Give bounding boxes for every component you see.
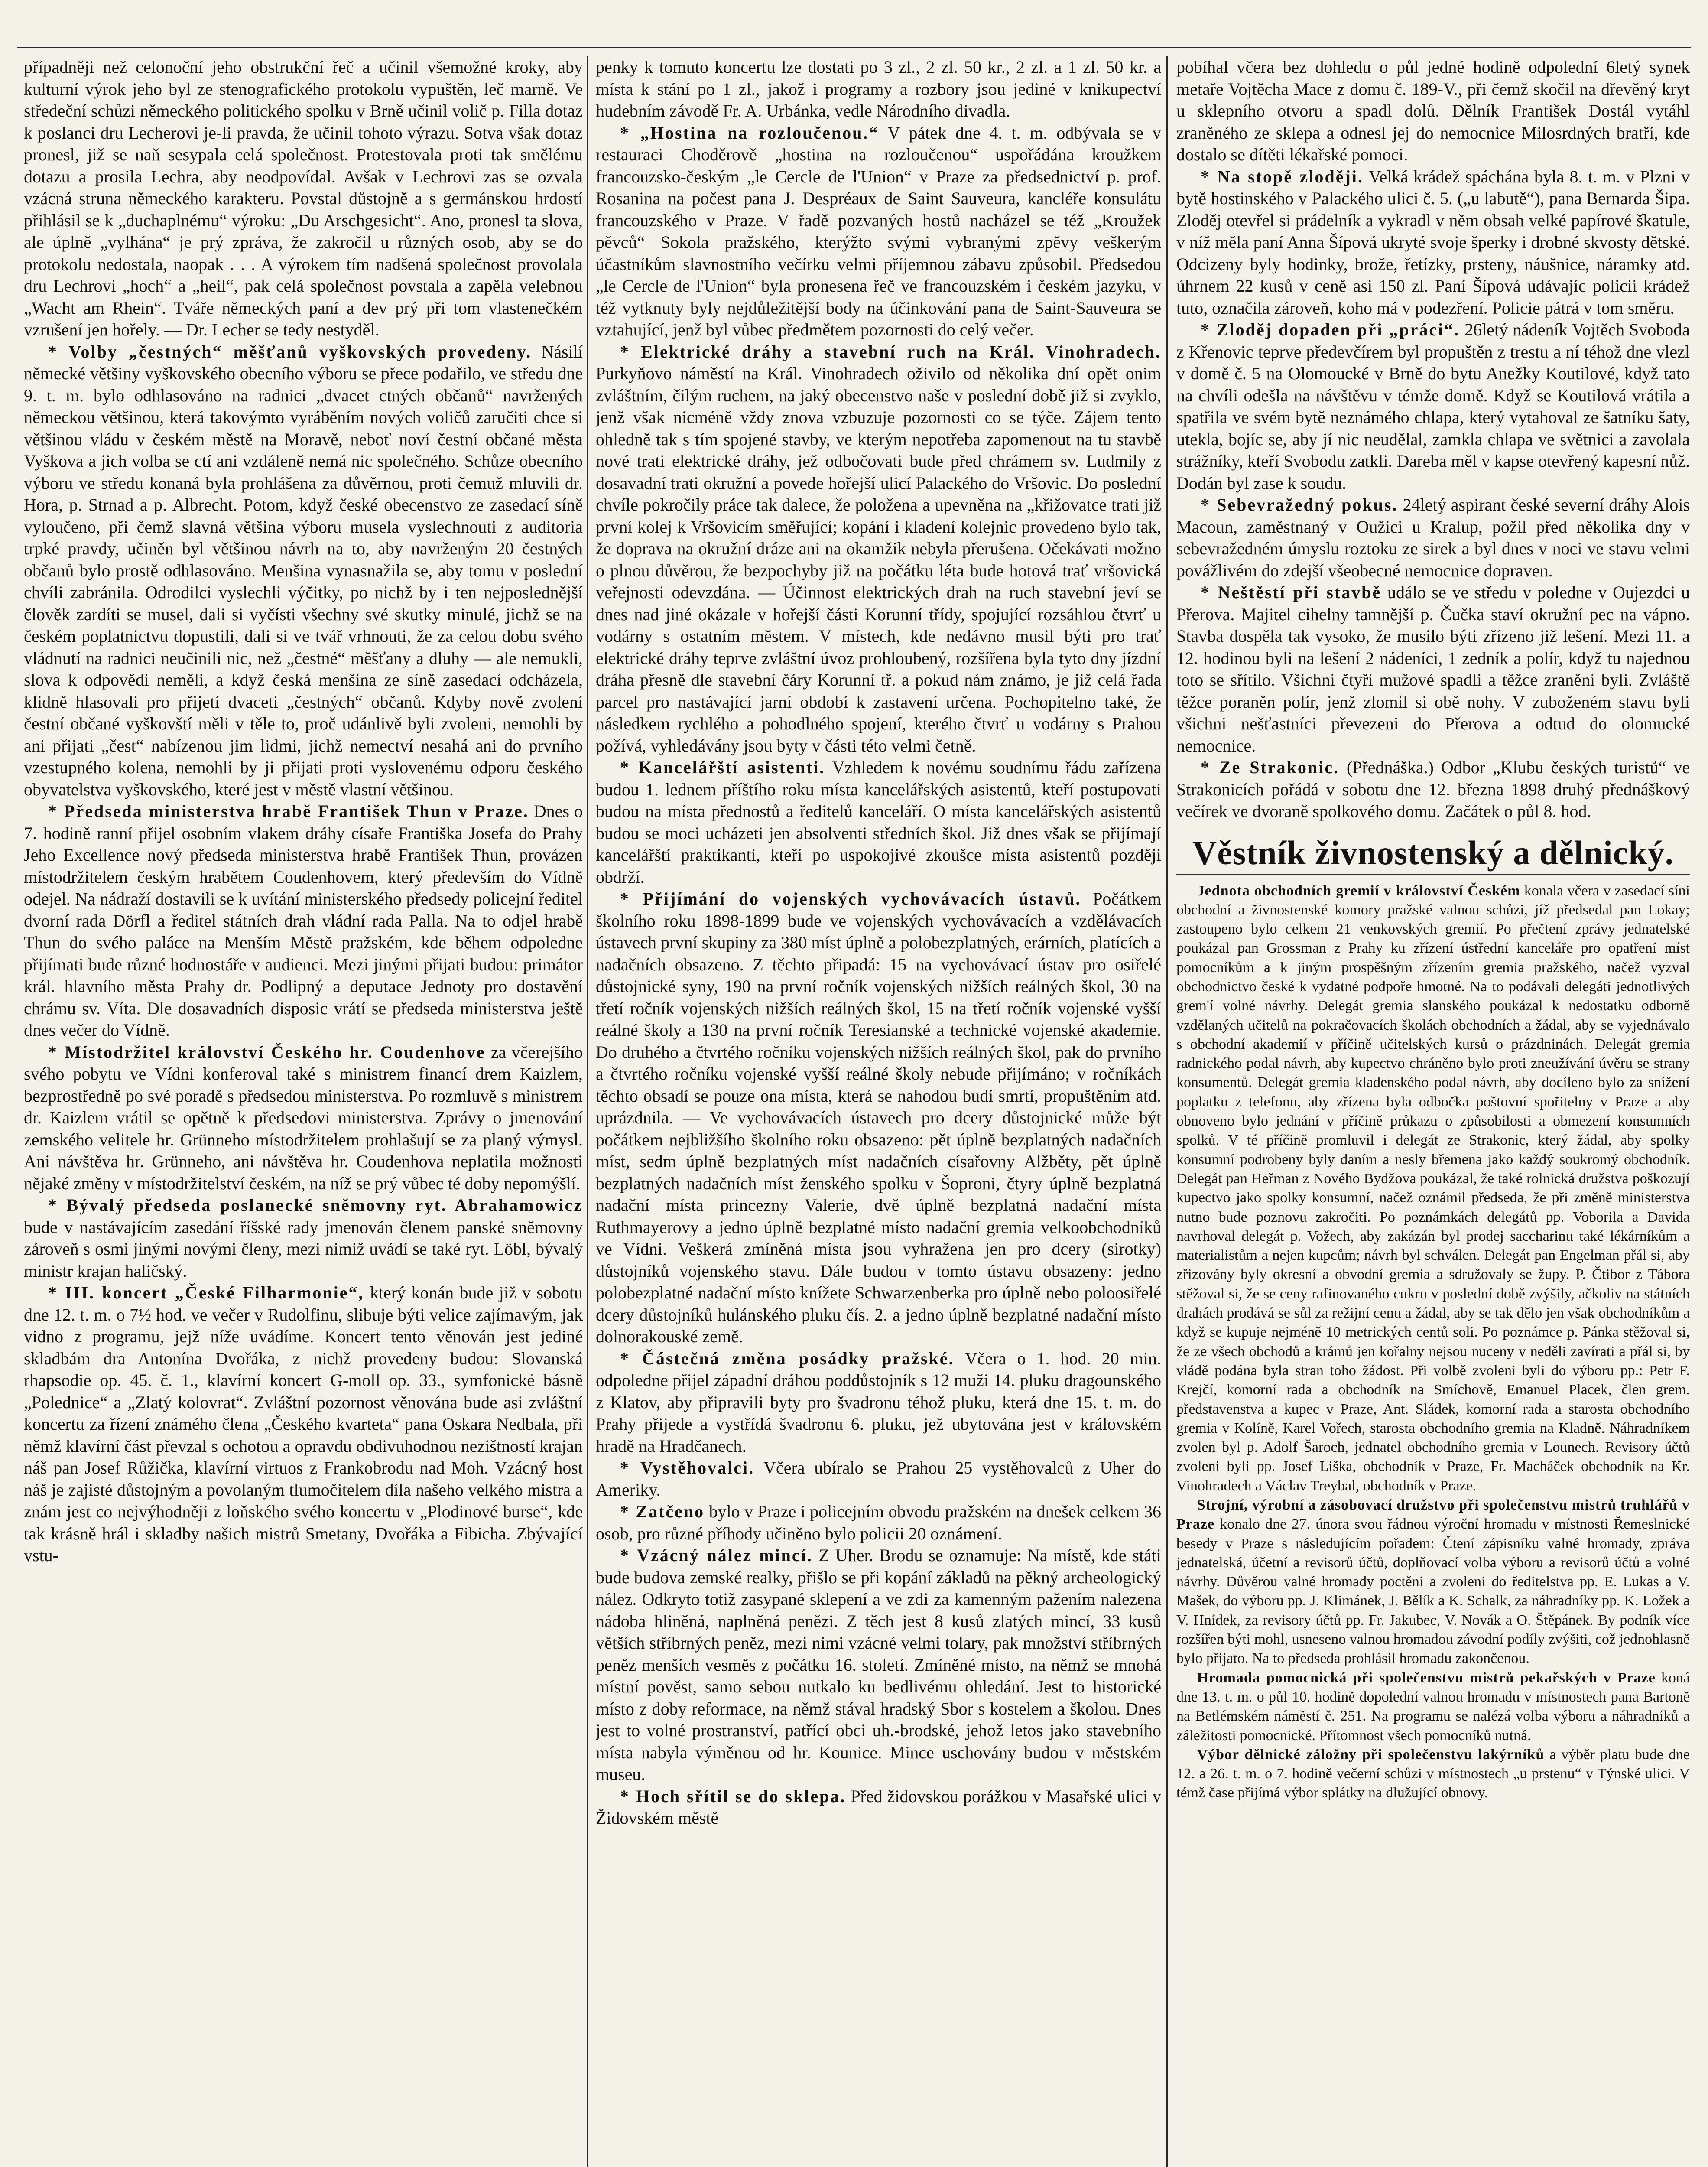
article-paragraph [596,122,1161,341]
article-body: bylo v Praze i policejním obvodu pražském na dnešek celkem 36 osob, pro různé příhody učiněno bylo policii 20 oznámení. [596,1502,1161,1543]
article-headline: * III. koncert „České Filharmonie“, [48,1283,364,1302]
column-right [1176,56,1690,2167]
article-body: konalo dne 27. února svou řádnou výroční hromadu v místnosti Řemeslnické besedy v Praze s následujícím pořadem: Čtení zápisníku valné hromady, zpráva jednatelská, účetní a revisorů účtů, doplňovací volba výboru a revisorů účtů a volné návrhy. Důvěrou valné hromady poctěni a zvoleni do ředitelstva pp. E. Lukas a V. Mašek, do výboru pp. J. Klimánek, J. Bělík a K. Schalk, za náhradníky pp. K. Ložek a V. Hnídek, za revisory účtů pp. Fr. Jakubec, V. Novák a O. Štěpánek. By podník více rozšířen býti mohl, usneseno valnou hromadou závodní podíly zvýšiti, což jednohlasně bylo přijato. Na to předseda prohlásil hromadu zakončenou. [1176,1516,1690,1667]
article-paragraph [1176,166,1690,319]
article-paragraph [596,56,1161,122]
article-paragraph [596,757,1161,888]
trade-notices [1176,882,1690,1803]
article-paragraph [596,1457,1161,1501]
article-headline: * Vzácný nález mincí. [620,1546,813,1565]
article-headline: Hromada pomocnická při společenstvu mistrů pekařských v Praze [1197,1669,1656,1686]
article-body: Před židovskou porážkou v Masařské ulici v Židovském městě [596,1786,1161,1828]
article-headline: * Kancelářští asistenti. [620,758,825,777]
article-paragraph [1176,757,1690,823]
article-paragraph [1176,56,1690,166]
article-body: penky k tomuto koncertu lze dostati po 3 zl., 2 zl. 50 kr., 2 zl. a 1 zl. 50 kr. a místa k stání po 1 zl., jakož i programy a rozbory jsou jediné v knikupectví hudebním závodě Fr. A. Urbánka, vedle Národního divadla. [596,57,1161,120]
article-headline: * Zloděj dopaden při „práci“. [1201,320,1460,339]
article-paragraph [596,341,1161,757]
article-paragraph [596,1348,1161,1458]
article-paragraph [1176,319,1690,494]
article-paragraph [596,1501,1161,1545]
news-items [1176,56,1690,823]
article-body: za včerejšího svého pobytu ve Vídni konferoval také s ministrem financí drem Kaizlem, bezprostředně po své poradě s předsedou ministerstva. Po rozmluvě s ministrem dr. Kaizlem vrátil se opětně k předsedovi ministerstva. Zprávy o jmenování zemského velitele hr. Grünneho místodržitelem prohlašují se za planý výmysl. Ani návštěva hr. Grünneho, ani návštěva hr. Coudenhova neplatila možnosti nějaké změny v místodržitelství českém, na níž se prý vůbec té doby nepomýšlí. [24,1042,583,1193]
article-paragraph [24,800,583,1041]
article-body: Počátkem školního roku 1898-1899 bude ve vojenských vychovávacích a vzdělávacích ústavech první skupiny za 380 míst úplně a polobezplatných, erárních, platících a nadačních obsazeno. Z těchto připadá: 15 na vychovávací ústav pro osiřelé důstojnické syny, 190 na první ročník vojenských nižších reálných škol, 30 na třetí ročník vojenských nižších reálných škol, 15 na třetí ročník vojenské vyšší reálné školy a 130 na první ročník Teresianské a technické vojenské akademie. Do druhého a čtvrtého ročníku vojenských nižších reálných škol, pak do prvního a čtvrtého ročníku vojenské vyšší reálné školy nebude přijímáno; v ročníkách těchto obsadí se pouze ona místa, která se nahodou budí smrtí, propuštěním atd. uprázdnila. — Ve vychovávacích ústavech pro dcery důstojnické může být počátkem nejbližšího školního roku obsazeno: pět úplně bezplatných nadačních míst, sedm úplně bezplatných míst nadačních císařovny Alžběty, pět úplně bezplatných nadačních míst ženského spolku v Šoproni, čtyry úplně bezplatná nadační místa princezny Valerie, dvě úplně bezplatná nadační místa Ruthmayerovy a jedno úplně bezplatné místo nadační gremia velkoobchodníků ve Vídni. Veškerá zmíněná místa jsou vyhražena jen pro dcery (sirotky) důstojníků vojenského stavu. Dále budou v tomto ústavu obsazeny: jedno polobezplatné nadační místo knížete Schwarzenberka pro úplně nebo poloosiřelé dcery důstojníků hulánského pluku čís. 2. a jedno úplně bezplatné nadační místo dolnorakouské země. [596,889,1161,1346]
article-body: V pátek dne 4. t. m. odbývala se v restauraci Choděrově „hostina na rozloučenou“ uspořádána kroužkem francouzsko-českým „le Cercle de l'Union“ v Praze za předsednictví p. prof. Rosanina na počest pana J. Despréaux de Saint Sauveura, kancléře konsulátu francouzského v Praze. V řadě pozvaných hostů nacházel se též „Kroužek pěvců“ Sokola pražského, kterýžto svými vybranými zpěvy veškerým účastníkům slavnostního večírku velmi příjemnou zábavu způsobil. Předsedou „le Cercle de l'Union“ byla pronesena řeč ve francouzském i českém jazyku, v též vytknuty byly nejdůležitější body na účinkování pana de Saint-Sauveura se vztahující, jenž byl vůbec předmětem pozornosti do celý večer. [596,123,1161,339]
article-paragraph [1176,582,1690,757]
article-paragraph [596,1786,1161,1829]
article-body: Dnes o 7. hodině ranní přijel osobním vlakem dráhy císaře Františka Josefa do Prahy Jeho Excellence nový předseda ministerstva hrabě František Thun, provázen místodržitelem českým hrabětem Coudenhovem, který především do Vídně odejel. Na nádraží dostavili se k uvítání ministerského předsedy policejní ředitel dvorní rada Dörfl a ředitel státních drah vládní rada Palla. Na to odjel hrabě Thun do svého paláce na Menším Městě pražském, kde během odpoledne přijímati bude různé hodnostáře v audienci. Mezi jinými přijati budou: primátor král. hlavního města Prahy dr. Podlipný a deputace Jednoty pro dostavění chrámu sv. Víta. Dle dosavadních disposic vrátí se předseda ministerstva ještě dnes večer do Vídně. [24,801,583,1040]
article-body: a výběr platu bude dne 12. a 26. t. m. o 7. hodině večerní schůzi v místnostech „u prstenu“ v Týnské ulici. V témž čase přijímá výbor splátky na dlužující obnovy. [1176,1746,1690,1801]
article-body: Včera o 1. hod. 20 min. odpoledne přijel západní dráhou poddůstojník s 12 muži 14. pluku dragounského z Klatov, aby připravili byty pro švadronu téhož pluku, která dne 15. t. m. do Prahy přijede a vystřídá švadronu 6. pluku, jež ubytována jest v královském hradě na Hradčanech. [596,1348,1161,1456]
article-body: Z Uher. Brodu se oznamuje: Na místě, kde státi bude budova zemské realky, přišlo se při kopání základů na pěkný archeologický nález. Odkryto totiž zasypané sklepení a ve zdi za kamenným pažením nalezena nádoba hliněná, naplněná penězi. Z těch jest 8 kusů zlatých mincí, 33 kusů větších stříbrných peněz, mezi nimi vzácné velmi tolary, pak množství stříbrných peněz menších vesměs z počátku 16. století. Zmíněné místo, na němž se mnohá místní pověst, samo sebou nutkalo ku bedlivému ohledání. Jest to historické místo z doby reformace, na němž stával hradský Sbor s kostelem a školou. Dnes jest to volné prostranství, patřící obci uh.-brodské, jehož letos jako stavebního místa nabyla výměnou od hr. Kounice. Mince uschovány budou v městském museu. [596,1546,1161,1784]
article-body: událo se ve středu v poledne v Oujezdci u Přerova. Majitel cihelny tamnější p. Čučka staví okružní pec na vápno. Stavba dospěla tak vysoko, že musilo býti zřízeno již lešení. Mezi 11. a 12. hodinou byli na lešení 2 nádeníci, 1 zedník a polír, když tu najednou toto se sřítilo. Všichni čtyři mužové spadli a těžce zraněni byli. Zvláště těžce poraněn polír, jenž zlomil si obě nohy. V zuboženém stavu byli všichni nešťastníci převezeni do Přerova a odtud do olomucké nemocnice. [1176,582,1690,755]
article-paragraph [24,341,583,801]
article-headline: * „Hostina na rozloučenou.“ [620,123,879,143]
article-headline: * Přijímání do vojenských vychovávacích ústavů. [620,889,1081,908]
article-body: 24letý aspirant české severní dráhy Alois Macoun, zaměstnaný v Oužici u Kralup, požil před několika dny v sebevražedném úmyslu roztoku ze sirek a byl dnes v noci ve stavu velmi povážlivém do zdejší všeobecné nemocnice dopraven. [1176,495,1690,580]
column-middle [596,56,1161,2167]
article-paragraph [24,1282,583,1567]
column-rule-right [1166,56,1168,2167]
notice-paragraph [1176,882,1690,1496]
article-paragraph [596,1545,1161,1786]
article-body: Včera ubíralo se Prahou 25 vystěhovalců z Uher do Ameriky. [596,1458,1161,1500]
top-rule [17,47,1691,48]
article-paragraph [24,1194,583,1282]
section-title: Věstník živnostenský a dělnický. [1176,832,1690,875]
column-left [24,56,583,2167]
article-body: bude v nastávajícím zasedání říšské rady jmenován členem panské sněmovny zároveň s osmi jinými novými členy, mezi nimiž uvádí se také ryt. Löbl, bývalý ministr krajan haličský. [24,1217,583,1281]
article-paragraph [596,888,1161,1348]
article-body: který konán bude již v sobotu dne 12. t. m. o 7½ hod. ve večer v Rudolfinu, slibuje býti velice zajímavým, jak vidno z programu, jejž níže uvádíme. Koncert tento věnován jest jediné skladbám dra Antonína Dvořáka, z nichž provedeny budou: Slovanská rhapsodie op. 45. č. 1., klavírní koncert G-moll op. 33., symfonické básně „Polednice“ a „Zlatý kolovrat“. Zvláštní pozornost věnována bude asi zvláštní koncertu za řízení známého člena „Českého kvarteta“ pana Oskara Nedbala, při němž klavírní část převzal s ochotou a opravdu obdivuhodnou nezištností krajan náš pan Josef Růžička, klavírní virtuos z Frankobrodu nad Moh. Vzácný host náš je zajisté důstojným a povolaným tlumočitelem díla našeho velkého mistra a znám jest co nejvýhodněji z loňského svého koncertu v „Plodinové burse“, kde tak krásně hrál i skladby našich mistrů Smetany, Dvořáka a Fibicha. Zbývající vstu- [24,1283,583,1565]
article-headline: * Místodržitel království Českého hr. Coudenhove [48,1042,486,1062]
article-body: koná dne 13. t. m. o půl 10. hodině dopolední valnou hromadu v místnostech pana Bartoně na Betlémském náměstí č. 251. Na programu se nalézá volba výboru a náhradníků a záležitosti pomocnické. Přítomnost všech pomocníků nutná. [1176,1669,1690,1744]
article-headline: Strojní, výrobní a zásobovací družstvo při společenstvu mistrů truhlářů v Praze [1176,1497,1690,1533]
article-headline: * Volby „čestných“ měšťanů vyškovských provedeny. [48,342,532,361]
article-body: (Přednáška.) Odbor „Klubu českých turistů“ ve Strakonicích pořádá v sobotu dne 12. března 1898 druhý přednáškový večírek ve dvoraně spolkového domu. Začátek o půl 8. hod. [1176,758,1690,821]
article-body: Vzhledem k novému soudnímu řádu zařízena budou 1. lednem příštího roku místa kancelářských asistentů, kteří postupovati budou na místa přednostů a ředitelů kanceláří. O místa kancelářských asistentů budou se moci ucházeti jen absolventi středních škol. Již dnes však se přijímají kancelářští praktikanti, kteří po uspokojivé zkoušce místa asistentů později obdrží. [596,758,1161,887]
article-headline: * Elektrické dráhy a stavební ruch na Král. Vinohradech. [620,342,1161,361]
article-paragraph [24,1041,583,1195]
article-body: 26letý nádeník Vojtěch Svoboda z Křenovic teprve předevčírem byl propuštěn z trestu a ní téhož dne vlezl v domě č. 5 na Olomoucké v Brně do bytu Anežky Koutilové, když tato na chvíli odešla na návštěvu v témže domě. Když se Koutilová vrátila a spatřila ve svém bytě neznámého chlapa, který vytahoval ze šatníku šaty, utekla, bojíc se, aby jí nic neudělal, zamkla chlapa ve světnici a zavolala strážníky, kteří Svobodu zatkli. Dareba měl v kapse otevřený kapesní nůž. Dodán byl zase k soudu. [1176,320,1690,493]
article-headline: * Vystěhovalci. [620,1458,755,1477]
article-headline: * Na stopě zloději. [1201,166,1364,186]
notice-paragraph [1176,1496,1690,1669]
article-headline: * Hoch sřítil se do sklepa. [620,1786,846,1806]
notice-paragraph [1176,1669,1690,1745]
article-headline: * Zatčeno [620,1502,705,1521]
article-headline: * Částečná změna posádky pražské. [620,1348,955,1368]
article-headline: Výbor dělnické záložny při společenstvu lakýrníků [1197,1746,1545,1763]
article-paragraph [1176,494,1690,582]
article-headline: Jednota obchodních gremií v království Českém [1197,882,1520,899]
article-paragraph [24,56,583,341]
article-body: Purkyňovo náměstí na Král. Vinohradech oživilo od několika dní opět onim zvláštním, čilým ruchem, na jaký obecenstvo naše v poslední době již si zvyklo, jenž však nicméně vždy znova vzbuzuje pozornosti co se týče. Zájem tento ohledně tak s tím spojené stavby, ve kterým nepotřeba zapomenout na tu stavbě nové trati elektrické dráhy, jež odbočovati bude před chrámem sv. Ludmily z dosavadní trati okružní a povede hořejší ulicí Palackého do Vršovic. Do poslední chvíle pokročily práce tak dalece, že položena a upevněna na „křižovatce trati již první kolej k Vršovicím směřující; kopání i kladení kolejnic provedeno bylo tak, že doprava na okružní dráze ani na okamžik nebyla přerušena. Očekávati možno o plnou důvěrou, že bezpochyby již na počátku léta bude hotová trať vršovická veřejnosti odevzdána. — Účinnost elektrických drah na ruch stavební jeví se dnes nad jiné okázale v hořejší části Korunní třídy, spojující rozsáhlou čtvrť u vodárny s ostatním městem. V místech, kde nedávno musil býti pro trať elektrické dráhy teprve zvláštní úvoz prohloubený, rozšířena byla tyto dny jízdní dráha přesně dle stavební čáry Korunní tř. a pokud nám známo, je již celá řada parcel pro nastávající jarní období k zastavení určena. Pochopitelno také, že následkem rychlého a pohodlného spojení, kterého čtvrť u vodárny s Prahou požívá, vyhledávány jsou byty v části této velmi četně. [596,364,1161,755]
article-body: pobíhal včera bez dohledu o půl jedné hodině odpolední 6letý synek metaře Vojtěcha Mace z domu č. 189-V., při čemž skočil na dřevěný kryt u sklepního otvoru a spadl dolů. Dělník František Dostál vytáhl zraněného ze sklepa a odnesl jej do nemocnice Milosrdných bratří, kde dostalo se dítěti lékařské pomoci. [1176,57,1690,164]
article-headline: * Předseda ministerstva hrabě František Thun v Praze. [48,801,529,821]
article-body: Velká krádež spáchána byla 8. t. m. v Plzni v bytě hostinského v Palackého ulici č. 5. („u labutě“), pana Bernarda Šipa. Zloděj otevřel si prádelník a vykradl v něm obsah velké papírové škatule, v níž měla paní Anna Šípová ukryté svoje šperky i drobné skvosty dětské. Odcizeny byly hodinky, brože, řetízky, prsteny, náušnice, náramky atd. úhrnem 22 kusů v ceně asi 150 zl. Paní Šípová udávajíc policii krádež tuto, označila zároveň, koho má v podezření. Policie pátrá v tom směru. [1176,166,1690,318]
article-headline: * Bývalý předseda poslanecké sněmovny ryt. Abrahamowicz [48,1195,583,1215]
article-body: případněji než celonoční jeho obstrukční řeč a učinil všemožné kroky, aby kulturní výrok jeho byl ze stenografického protokolu vypuštěn, leč marně. Ve středeční schůzi německého politického spolku v Brně učinil volič p. Filla dotaz k poslanci dru Lecherovi je-li pravda, že učinil tohoto výrazu. Sotva však dotaz pronesl, již se naň sesypala celá společnost. Protestovala proti tak smělému dotazu a prosila Lechra, aby neodpovídal. Avšak v Lechrovi zas se ozvala vzácná struna německého karakteru. Povstal důstojně a s germánskou hrdostí přihlásil se k „duchaplnému“ výroku: „Du Arschgesicht“. Ano, pronesl ta slova, ale úplně „vylhána“ je prý zpráva, že zakročil u různých osob, aby se do protokolu nedostala, naopak . . . A výrokem tím nadšená společnost provolala dru Lechrovi „hoch“ a „heil“, pak celá společnost povstala a zapěla velebnou „Wacht am Rhein“. Tváře německých paní a dev prý při tom vlastenečkém vzrušení jen hořely. — Dr. Lecher se tedy nestyděl. [24,57,583,339]
notice-paragraph [1176,1745,1690,1803]
column-rule-left [587,56,588,2167]
article-body: konala včera v zasedací síni obchodní a živnostenské komory pražské valnou schůzi, jíž předsedal pan Lokay; zastoupeno bylo celkem 21 venkovských gremií. Po přečtení zprávy jednatelské poukázal pan Grossman z Prahy ku zřízení ústřední kanceláře pro opatření míst pomocníkům a k jiným prospěšným zřízením gremia pražského, načež vyzval obchodnictvo české k vydatné podpoře hmotné. Na to podávali delegáti jednotlivých grem'í volné návrhy. Delegát gremia slanského poukázal k nedostatku odborně vzdělaných učitelů na pokračovacích školách obchodních a žádal, aby se vyjednávalo s obchodní akademií v příčině učitelských kursů o prázdninách. Delegát gremia radnického podal návrh, aby kupectvo chráněno bylo proti zneužívání úvěru se strany konsumentů. Delegát gremia kladenského podal návrh, aby docíleno bylo za snížení poplatku z telefonu, aby zřízena byla odbočka poštovní spořitelny v Praze a aby obnoveno bylo jednání v příčině průkazu o způsobilosti a obmezení konsumních spolků. V té příčině promluvil i delegát ze Strakonic, který žádal, aby spolky konsumní podrobeny byly daním a nesly břemena jako každý soukromý obchodník. Delegát pan Heřman z Nového Bydžova poukázal, že také rolnická družstva poškozují kupectvo jako spolky konsumní, načež oznámil předseda, že při změně ministerstva nutno bude poznovu zakročiti. Po poznámkách delegátů pp. Voborila a Davida navrhoval delegát p. Vožech, aby zakázán byl prodej saccharinu také lékárníkům a materialistům a nejen kupcům; návrh byl schválen. Delegát pan Engelman přál si, aby zřizovány byly okresní a obvodní gremia a sdružovaly se župy. P. Čtibor z Tábora stěžoval si, že se ceny rafinovaného cukru v poslední době zvýšily, ačkoliv na státních drahách prodává se sůl za režijní cenu a žádal, aby se tak dělo jen však obchodníkům a když se kupuje nejméně 10 metrických centů soli. Po poznámce p. Pánka stěžoval si, že ze všech obchodů a krámů jen kořalny nejsou nuceny v neděli zavírati a přál si, by vládě podána byla stran toho žádost. Při volbě zvoleni byli do výboru pp.: Petr F. Krejčí, komorní rada a obchodník na Smíchově, Emanuel Placek, člen grem. představenstva a kupec v Praze, Ant. Sládek, komorní rada a starosta obchodního gremia v Kolíně, Karel Vořech, starosta obchodního gremia na Kladně. Náhradníkem zvolen byl p. Adolf Šaroch, jednatel obchodního gremia v Lounech. Revisory účtů zvoleni byli pp. Josef Liška, obchodník v Praze, Fr. Macháček obchodník na Kr. Vinohradech a Václav Treybal, obchodník v Praze. [1176,882,1690,1494]
article-headline: * Sebevražedný pokus. [1201,495,1398,514]
article-headline: * Ze Strakonic. [1201,758,1339,777]
article-headline: * Neštěstí při stavbě [1201,582,1382,602]
article-body: Násilí německé většiny vyškovského obecního výboru se přece podařilo, ve středu dne 9. t. m. bylo odhlasováno na radnici „dvacet ctných občanů“ navržených německou většinou, která takovýmto vyráběním nových voličů zaručiti chce si většinou vládu v českém městě na Moravě, neboť noví čestní občané města Vyškova a jich volba se ctí ani vzdáleně nemá nic společného. Schůze obecního výboru ve středu konaná byla prohlášena za důvěrnou, proti čemuž mluvili dr. Hora, p. Strnad a p. Albrecht. Potom, když české obecenstvo ze zasedací síně vyloučeno, při čemž slavná většina výboru musela vyslechnouti z auditoria trpké pravdy, učiněn byl většinou návrh na to, aby navrženým 20 čestných občanů bylo prostě odhlasováno. Menšina vynasnažila se, aby tomu v poslední chvíli zabránila. Odrodilci vyslechli výčitky, po nichž by i ten nejposlednější člověk zardíti se musel, dali si vyčísti všechny své skutky minulé, jichž se na českém poplatnictvu dopustili, dali si ve tvář vrhnouti, že za celou dobu svého vládnutí na radnici neučinili nic, než „čestné“ měšťany a dluhy — ale nemukli, slova k odpovědi neměli, a když česká menšina ze síně zasedací odcházela, klidně hlasovali pro přijetí dvaceti „čestných“ občanů. Kdyby nově zvolení čestní občané vyškovští měli v těle to, proč udánlivě byli zvoleni, nemohli by ani přijati „čest“ nabízenou jim lidmi, jichž nemectví nesahá ani do prvního vzestupného kolena, nemohli by ji přijati proti vyslovenému odporu českého obyvatelstva vyškovského, které jest v městě vlastní většinou. [24,342,583,799]
